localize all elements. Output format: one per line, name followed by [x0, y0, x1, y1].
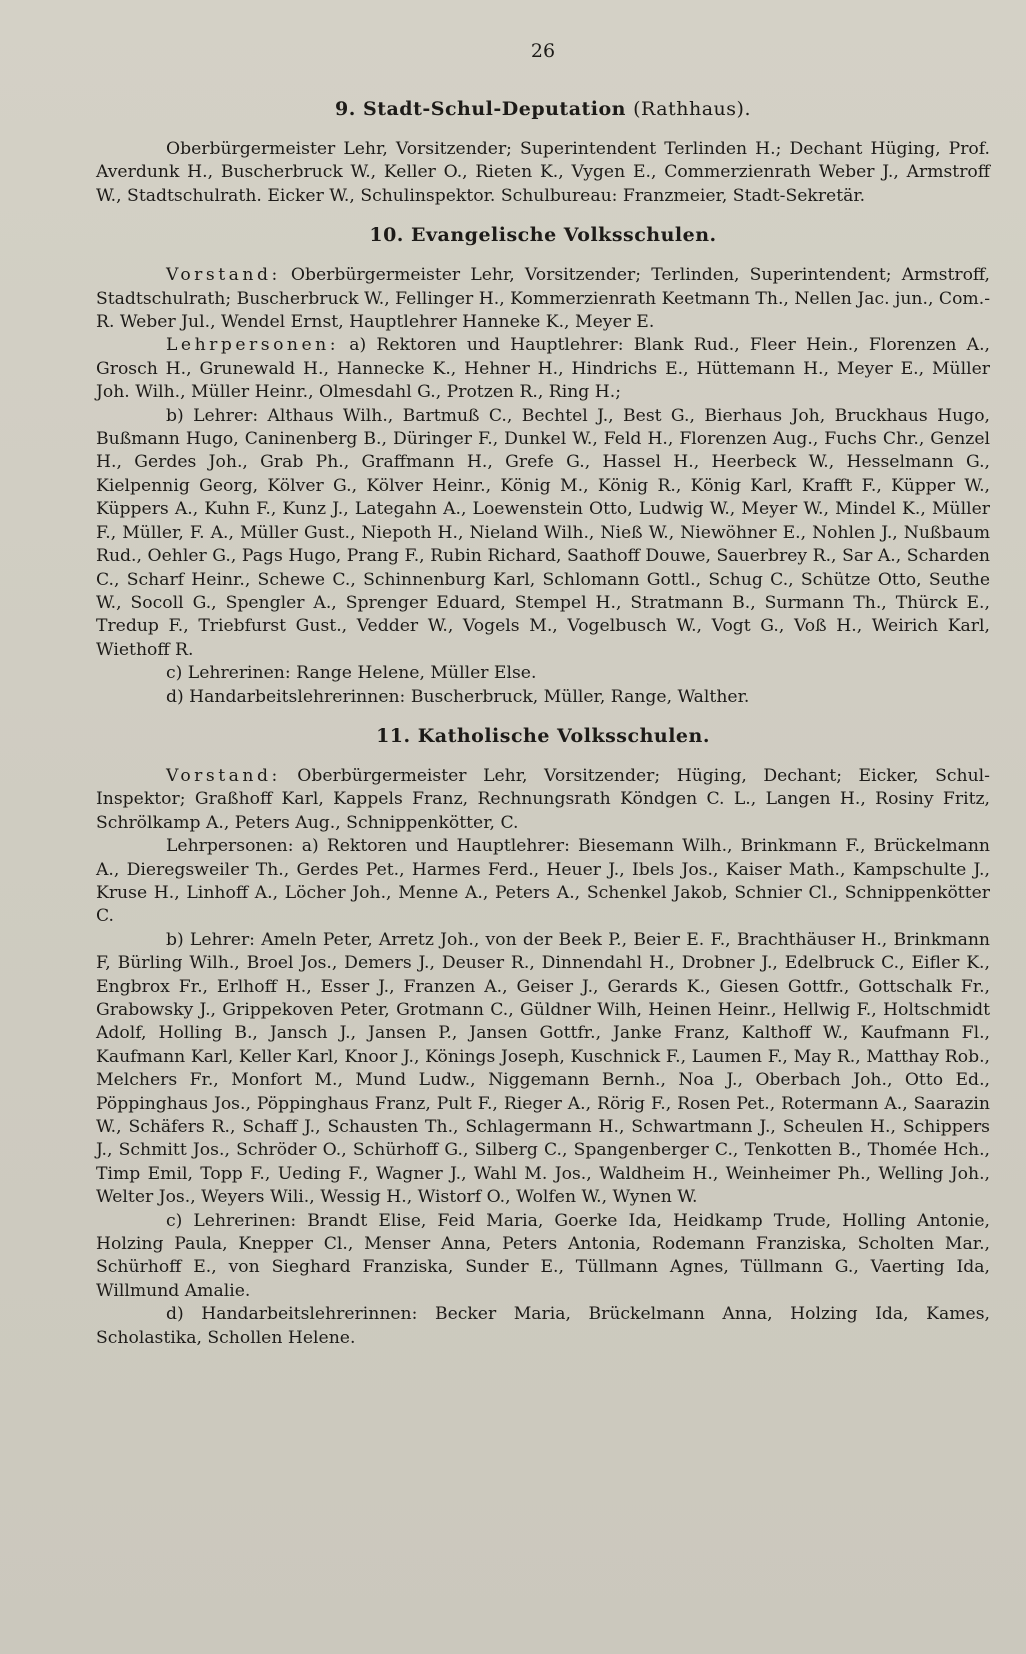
page-number: 26: [530, 40, 556, 62]
section-10-lehrerinnen-c: c) Lehrerinen: Range Helene, Müller Else.: [166, 663, 537, 684]
lehrpersonen-label: Lehrpersonen:: [166, 836, 294, 857]
lehrpersonen-a-text: a) Rektoren und Hauptlehrer: Biesemann Wilh., Brinkmann F., Brückelmann A., Dieregsweiler Th., Gerdes Pet., Harmes Ferd., Heuer J., Ibels Jos., Kaiser Math., Kampschulte J., Kruse H., Linhoff A., Löcher Joh., Menne A., Peters A., Schenkel Jakob, Schnier Cl., Schnippenkötter C.: [96, 836, 990, 927]
vorstand-text: Oberbürgermeister Lehr, Vorsitzender; Hüging, Dechant; Eicker, Schul-Inspektor; Graßhoff Karl, Kappels Franz, Rechnungsrath Köndgen C. L., Langen H., Rosiny Fritz, Schrölkamp A., Peters Aug., Schnippenkötter, C.: [96, 765, 990, 833]
lehrpersonen-label: Lehrpersonen:: [166, 335, 340, 356]
section-11-lehrerinnen-c: c) Lehrerinen: Brandt Elise, Feid Maria, Goerke Ida, Heidkamp Trude, Holling Antonie, Holzing Paula, Knepper Cl., Menser Anna, Peters Antonia, Rodemann Franziska, Scholten Mar., Schürhoff E., von Sieghard Franziska, Sunder E., Tüllmann Agnes, Tüllmann G., Vaerting Ida, Willmund Amalie.: [96, 1210, 990, 1301]
section-heading-11: [96, 725, 990, 747]
section-11-lehrpersonen-a: [96, 835, 990, 929]
lehrpersonen-a-text: a) Rektoren und Hauptlehrer: Blank Rud., Fleer Hein., Florenzen A., Grosch H., Grunewald H., Hannecke K., Hehner H., Hindrichs E., Hüttemann H., Meyer E., Müller Joh. Wilh., Müller Heinr., Olmesdahl G., Protzen R., Ring H.;: [96, 335, 990, 403]
section-10-vorstand: [96, 264, 990, 334]
section-number: 11.: [376, 724, 411, 747]
section-9-text: Oberbürgermeister Lehr, Vorsitzender; Superintendent Terlinden H.; Dechant Hüging, Prof. Averdunk H., Buscherbruck W., Keller O., Rieten K., Vygen E., Commerzienrath Weber J., Armstroff W., Stadtschulrath. Eicker W., Schulinspektor. Schulbureau: Franzmeier, Stadt-Sekretär.: [96, 139, 990, 206]
section-10-lehrer-b: b) Lehrer: Althaus Wilh., Bartmuß C., Bechtel J., Best G., Bierhaus Joh, Bruckhaus Hugo, Bußmann Hugo, Caninenberg B., Düringer F., Dunkel W., Feld H., Florenzen Aug., Fuchs Chr., Genzel H., Gerdes Joh., Grab Ph., Graffmann H., Grefe G., Hassel H., Heerbeck W., Hesselmann G., Kielpennig Georg, Kölver G., Kölver Heinr., König M., König R., König Karl, Krafft F., Küpper W., Küppers A., Kuhn F., Kunz J., Lategahn A., Loewenstein Otto, Ludwig W., Meyer W., Mindel K., Müller F., Müller, F. A., Müller Gust., Niepoth H., Nieland Wilh., Nieß W., Niewöhner E., Nohlen J., Nußbaum Rud., Oehler G., Pags Hugo, Prang F., Rubin Richard, Saathoff Douwe, Sauerbrey R., Sar A., Scharden C., Scharf Heinr., Schewe C., Schinnenburg Karl, Schlomann Gottl., Schug C., Schütze Otto, Seuthe W., Socoll G., Spengler A., Sprenger Eduard, Stempel H., Stratmann B., Surmann Th., Thürck E., Tredup F., Triebfurst Gust., Vedder W., Vogels M., Vogelbusch W., Vogt G., Voß H., Weirich Karl, Wiethoff R.: [96, 405, 990, 660]
section-heading-10: [96, 224, 990, 246]
section-location: (Rathhaus).: [633, 98, 751, 120]
section-title: Evangelische Volksschulen.: [411, 224, 717, 247]
section-title: Stadt-Schul-Deputation: [362, 98, 626, 120]
section-11-vorstand: [96, 765, 990, 835]
section-number: 9.: [335, 98, 356, 120]
section-title: Katholische Volksschulen.: [417, 724, 710, 747]
section-number: 10.: [369, 224, 404, 247]
vorstand-label: Vorstand:: [166, 265, 281, 286]
section-11-handarbeit-d: d) Handarbeitslehrerinnen: Becker Maria, Brückelmann Anna, Holzing Ida, Kames, Scholastika, Schollen Helene.: [96, 1304, 990, 1348]
vorstand-text: Oberbürgermeister Lehr, Vorsitzender; Terlinden, Superintendent; Armstroff, Stadtschulrath; Buscherbruck W., Fellinger H., Kommerzienrath Keetmann Th., Nellen Jac. jun., Com.-R. Weber Jul., Wendel Ernst, Hauptlehrer Hanneke K., Meyer E.: [96, 265, 990, 333]
section-10-lehrpersonen-a: [96, 334, 990, 404]
vorstand-label: Vorstand:: [166, 765, 281, 786]
section-10-handarbeit-d: d) Handarbeitslehrerinnen: Buscherbruck, Müller, Range, Walther.: [166, 686, 750, 707]
section-11-lehrer-b: b) Lehrer: Ameln Peter, Arretz Joh., von der Beek P., Beier E. F., Brachthäuser H., Brinkmann F, Bürling Wilh., Broel Jos., Demers J., Deuser R., Dinnendahl H., Drobner J., Edelbruck C., Eifler K., Engbrox Fr., Erlhoff H., Esser J., Franzen A., Geiser J., Gerards K., Giesen Gottfr., Gottschalk Fr., Grabowsky J., Grippekoven Peter, Grotmann C., Güldner Wilh, Heinen Heinr., Hellwig F., Holtschmidt Adolf, Holling B., Jansch J., Jansen P., Jansen Gottfr., Janke Franz, Kalthoff W., Kaufmann Fl., Kaufmann Karl, Keller Karl, Knoor J., Könings Joseph, Kuschnick F., Laumen F., May R., Matthay Rob., Melchers Fr., Monfort M., Mund Ludw., Niggemann Bernh., Noa J., Oberbach Joh., Otto Ed., Pöppinghaus Jos., Pöppinghaus Franz, Pult F., Rieger A., Rörig F., Rosen Pet., Rotermann A., Saarazin W., Schäfers R., Schaff J., Schausten Th., Schlagermann H., Schwartmann J., Scheulen H., Schippers J., Schmitt Jos., Schröder O., Schürhoff G., Silberg C., Spangenberger C., Tenkotten B., Thomée Hch., Timp Emil, Topp F., Ueding F., Wagner J., Wahl M. Jos., Waldheim H., Weinheimer Ph., Welling Joh., Welter Jos., Weyers Wili., Wessig H., Wistorf O., Wolfen W., Wynen W.: [96, 929, 990, 1208]
section-heading-9: [96, 98, 990, 120]
